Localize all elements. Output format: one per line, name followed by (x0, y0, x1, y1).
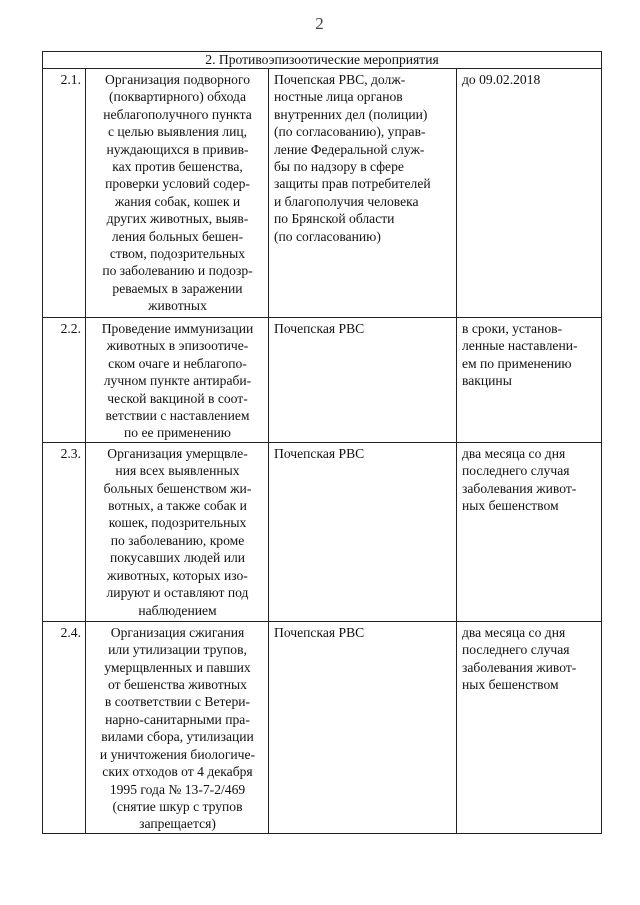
measure-description-line: запрещается) (139, 816, 216, 832)
measure-description (86, 69, 269, 318)
deadline-line: последнего случая (462, 463, 570, 479)
table-row (43, 318, 602, 443)
responsible-parties-line: ностные лица органов (274, 89, 403, 105)
deadline-line: два месяца со дня (462, 445, 566, 461)
measure-description-line: от бешенства животных (108, 677, 247, 693)
measure-description-line: лучном пункте антираби- (103, 373, 252, 389)
responsible-parties-line: по Брянской области (274, 211, 395, 227)
measure-description-line: ния всех выявленных (115, 463, 240, 479)
measure-description-line: умерщвленных и павших (104, 659, 251, 675)
responsible-parties-line: Почепская РВС (274, 445, 365, 461)
measure-description-line: ления больных бешен- (111, 228, 244, 244)
measure-description-line: нуждающихся в привив- (106, 141, 249, 157)
measure-description-line: Организация сжигания (110, 624, 245, 640)
responsible-parties-line: внутренних дел (полиции) (274, 106, 428, 122)
deadline-line: ленные наставлени- (462, 338, 578, 354)
deadline (457, 621, 602, 833)
measure-description-line: других животных, выяв- (106, 211, 249, 227)
item-number: 2.2. (43, 318, 86, 443)
measure-description-line: (поквартирного) обхода (109, 89, 246, 105)
measure-description-line: жания собак, кошек и (114, 193, 241, 209)
measure-description (86, 621, 269, 833)
deadline (457, 318, 602, 443)
measure-description-line: нарно-санитарными пра- (105, 711, 250, 727)
measure-description-line: проверки условий содер- (105, 176, 250, 192)
measure-description-line: вилами сбора, утилизации (101, 729, 254, 745)
measure-description-line: Организация умерщвле- (107, 445, 248, 461)
measure-description-line: по ее применению (124, 425, 231, 441)
item-number: 2.3. (43, 442, 86, 621)
measures-table (42, 51, 602, 834)
responsible-parties-line: ление Федеральной служ- (274, 141, 425, 157)
responsible-parties (269, 442, 457, 621)
measure-description (86, 318, 269, 443)
measure-description-line: животных в эпизоотиче- (106, 338, 249, 354)
measure-description-line: наблюдением (138, 602, 217, 618)
measure-description-line: Организация подворного (105, 72, 250, 87)
responsible-parties-line: (по согласованию) (274, 228, 381, 244)
deadline-line: заболевания живот- (462, 659, 577, 675)
deadline (457, 442, 602, 621)
measure-description-line: неблагополучного пункта (103, 106, 252, 122)
measure-description-line: в соответствии с Ветери- (104, 694, 251, 710)
measure-description-line: ветствии с наставлением (105, 408, 250, 424)
measure-description-line: ческой вакциной в соот- (107, 390, 248, 406)
page-number: 2 (315, 14, 325, 33)
responsible-parties-line: защиты прав потребителей (274, 176, 431, 192)
item-number: 2.4. (43, 621, 86, 833)
measure-description-line: или утилизации трупов, (108, 642, 247, 658)
measure-description-line: ских отходов от 4 декабря (102, 764, 253, 780)
responsible-parties-line: Почепская РВС (274, 624, 365, 640)
deadline-line: ных бешенством (462, 498, 559, 514)
measure-description-line: 1995 года № 13-7-2/469 (109, 781, 246, 797)
table-row (43, 442, 602, 621)
measure-description-line: кошек, подозрительных (108, 515, 247, 531)
measure-description-line: ством, подозрительных (109, 246, 246, 262)
measure-description-line: по заболеванию и подозр- (102, 263, 253, 279)
measure-description-line: и уничтожения биологиче- (99, 746, 256, 762)
measure-description-line: вотных, а также собак и (108, 498, 247, 514)
responsible-parties (269, 318, 457, 443)
measure-description-line: лируют и оставляют под (106, 585, 249, 601)
measure-description-line: с целью выявления лиц, (107, 124, 248, 140)
measure-description-line: по заболеванию, кроме (110, 532, 245, 548)
responsible-parties-line: Почепская РВС (274, 321, 365, 336)
deadline-line: ем по применению (462, 355, 572, 371)
measure-description-line: больных бешенством жи- (103, 480, 252, 496)
section-header-row (43, 52, 602, 69)
item-number: 2.1. (43, 69, 86, 318)
deadline-line: в сроки, установ- (462, 321, 563, 336)
measure-description-line: реваемых в заражении (112, 280, 243, 296)
responsible-parties-line: бы по надзору в сфере (274, 159, 404, 175)
deadline-line: заболевания живот- (462, 480, 577, 496)
deadline-line: два месяца со дня (462, 624, 566, 640)
section-title: 2. Противоэпизоотические мероприятия (43, 52, 602, 69)
measure-description-line: покусавших людей или (109, 550, 246, 566)
deadline (457, 69, 602, 318)
deadline-line: до 09.02.2018 (462, 72, 541, 87)
responsible-parties-line: Почепская РВС, долж- (274, 72, 406, 87)
measure-description-line: животных, которых изо- (107, 567, 248, 583)
measure-description (86, 442, 269, 621)
responsible-parties (269, 621, 457, 833)
deadline-line: вакцины (462, 373, 512, 389)
measure-description-line: (снятие шкур с трупов (112, 798, 243, 814)
measure-description-line: Проведение иммунизации (101, 321, 254, 336)
measure-description-line: животных (148, 298, 207, 314)
responsible-parties (269, 69, 457, 318)
table-row (43, 69, 602, 318)
deadline-line: последнего случая (462, 642, 570, 658)
responsible-parties-line: и благополучия человека (274, 193, 419, 209)
table-row (43, 621, 602, 833)
measure-description-line: ском очаге и неблагопо- (108, 355, 247, 371)
measure-description-line: ках против бешенства, (112, 159, 243, 175)
deadline-line: ных бешенством (462, 677, 559, 693)
responsible-parties-line: (по согласованию), управ- (274, 124, 426, 140)
